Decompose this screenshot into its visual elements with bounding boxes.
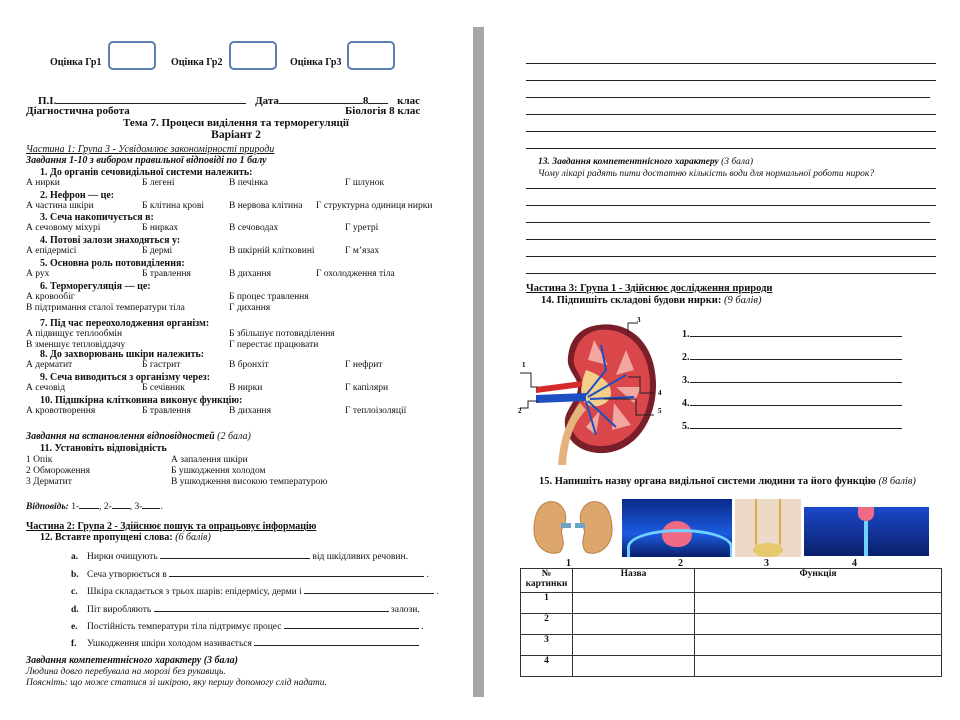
renal-artery <box>536 381 582 393</box>
question-3-option-3[interactable]: В сечоводах <box>229 223 279 233</box>
kidney-label-4: 4 <box>658 389 662 397</box>
matching-title-text: Завдання на встановлення відповідностей <box>26 431 215 442</box>
date-label: Дата <box>255 95 279 107</box>
answer-slot-3[interactable] <box>142 499 160 509</box>
question-6-option-3[interactable]: В підтримання сталої температури тіла <box>26 303 185 313</box>
answer-line[interactable] <box>526 63 936 64</box>
question-15-points: (8 балів) <box>878 476 916 487</box>
question-6: 6. Терморегуляція — це: <box>40 281 151 292</box>
kidney-answer-1 <box>682 327 902 340</box>
kidney-answer-4 <box>682 396 902 409</box>
kidney-answer-3 <box>682 373 902 386</box>
question-10-option-4[interactable]: Г теплоізоляції <box>345 406 407 416</box>
answer-line[interactable] <box>526 80 936 81</box>
image-number-4: 4 <box>852 558 857 569</box>
row-name-cell[interactable] <box>573 656 695 677</box>
fill-item-a <box>71 549 408 563</box>
question-5-option-4[interactable]: Г охолодження тіла <box>316 269 395 279</box>
question-8-option-1[interactable]: А дерматит <box>26 360 73 370</box>
question-4-option-4[interactable]: Г м’язах <box>345 246 380 256</box>
fill-item-c <box>71 584 439 598</box>
kidney-answer-field[interactable] <box>690 396 902 406</box>
question-5-option-1[interactable]: А рух <box>26 269 50 279</box>
matching-left-2: 2 Обмороження <box>26 466 90 476</box>
row-name-cell[interactable] <box>573 614 695 635</box>
question-10: 10. Підшкірна клітковина виконує функцію: <box>40 395 243 406</box>
answer-line[interactable] <box>526 256 936 257</box>
question-12-points: (6 балів) <box>175 532 211 543</box>
kidney-answer-field[interactable] <box>690 419 902 429</box>
answer-slot-2[interactable] <box>112 499 130 509</box>
row-image-number: 1 <box>521 593 573 614</box>
class-letter-field[interactable] <box>368 94 388 104</box>
work-type: Діагностична робота <box>26 105 130 117</box>
question-3-option-2[interactable]: Б нирках <box>142 223 179 233</box>
question-4-option-3[interactable]: В шкірній клітковині <box>229 246 315 256</box>
competence-line-2: Поясніть: що може статися зі шкірою, яку першу допомогу слід надати. <box>26 678 327 688</box>
question-13-title-text: 13. Завдання компетентнісного характеру <box>538 157 719 167</box>
fill-item-blank[interactable] <box>304 584 434 594</box>
row-function-cell[interactable] <box>695 635 942 656</box>
question-3: 3. Сеча накопичується в: <box>40 212 154 223</box>
grade-label-3: Оцінка Гр3 <box>290 57 342 68</box>
organ-image-4-urethra <box>804 507 929 556</box>
class-label: клас <box>397 95 421 107</box>
fill-item-b <box>71 567 429 581</box>
row-name-cell[interactable] <box>573 635 695 656</box>
fill-item-before: Ушкодження шкіри холодом називається <box>87 639 252 649</box>
fill-item-before: Піт виробляють <box>87 605 152 615</box>
row-function-cell[interactable] <box>695 656 942 677</box>
kidney-diagram <box>516 315 671 465</box>
topic-title: Тема 7. Процеси виділення та терморегуляції <box>123 117 349 129</box>
fill-item-blank[interactable] <box>169 567 424 577</box>
kidney-answer-number: 1. <box>682 329 690 340</box>
question-14-points: (9 балів) <box>723 295 762 306</box>
table-row <box>521 593 942 614</box>
matching-points: (2 бала) <box>217 431 251 442</box>
answer-line[interactable] <box>526 205 936 206</box>
question-1-option-2[interactable]: Б легені <box>142 178 175 188</box>
question-2-option-2[interactable]: Б клітина крові <box>142 201 204 211</box>
question-3-option-4[interactable]: Г уретрі <box>345 223 379 233</box>
question-4: 4. Потові залози знаходяться у: <box>40 235 181 246</box>
subject: Біологія 8 клас <box>345 105 421 117</box>
question-14 <box>541 295 761 306</box>
answer-line[interactable] <box>526 273 936 274</box>
answer-line[interactable] <box>526 239 936 240</box>
fill-item-after: залози. <box>391 605 420 615</box>
question-4-option-2[interactable]: Б дермі <box>142 246 173 256</box>
competence-title: Завдання компетентнісного характеру (3 бала) <box>26 655 239 666</box>
kidney-answer-number: 2. <box>682 352 690 363</box>
question-7-option-3[interactable]: В зменшує тепловіддачу <box>26 340 126 350</box>
question-6-option-1[interactable]: А кровообіг <box>26 292 75 302</box>
kidney-answer-field[interactable] <box>690 350 902 360</box>
grade-box-3[interactable] <box>347 41 395 70</box>
grade-label-2: Оцінка Гр2 <box>171 57 223 68</box>
organ-image-1-kidneys <box>528 497 618 557</box>
fill-item-letter: e. <box>71 622 78 632</box>
kidney-label-5: 5 <box>658 407 662 415</box>
kidney-answer-number: 5. <box>682 421 690 432</box>
header-image-number: № картинки <box>521 569 573 593</box>
part1-subtitle: Завдання 1-10 з вибором правильної відповіді по 1 балу <box>26 155 267 166</box>
question-10-option-2[interactable]: Б травлення <box>142 406 191 416</box>
question-2-option-1[interactable]: А частина шкіри <box>26 201 94 211</box>
fill-item-f <box>71 636 419 650</box>
fill-item-before: Шкіра складається з трьох шарів: епідермісу, дерми і <box>87 587 302 597</box>
organ-image-3-ureters <box>735 499 801 557</box>
organ-image-2-bladder <box>622 499 732 557</box>
fill-item-letter: d. <box>71 605 79 615</box>
part1-title: Частина 1: Група 3 - Усвідомлює закономірності природи <box>26 144 275 155</box>
fill-item-d <box>71 602 420 616</box>
image-number-2: 2 <box>678 558 683 569</box>
question-9-option-1[interactable]: А сечовід <box>26 383 66 393</box>
fill-item-before: Постійність температури тіла підтримує процес <box>87 622 282 632</box>
fill-item-blank[interactable] <box>284 619 419 629</box>
organs-table <box>520 568 942 677</box>
variant-title: Варіант 2 <box>211 129 261 141</box>
answer-label: Відповідь: <box>26 502 69 512</box>
question-2-option-3[interactable]: В нервова клітина <box>229 201 303 211</box>
answer-line[interactable] <box>526 97 930 98</box>
question-7-option-4[interactable]: Г перестає працювати <box>229 340 319 350</box>
kidney-answer-number: 4. <box>682 398 690 409</box>
row-image-number: 2 <box>521 614 573 635</box>
question-11: 11. Установіть відповідність <box>40 443 167 454</box>
fill-item-before: Нирки очищують <box>87 552 158 562</box>
question-7-option-1[interactable]: А підвищує теплообмін <box>26 329 123 339</box>
question-1-option-3[interactable]: В печінка <box>229 178 268 188</box>
fill-item-after: . <box>436 587 439 597</box>
answer-line[interactable] <box>526 114 936 115</box>
question-15-text: 15. Напишіть назву органа видільної системи людини та його функцію <box>539 476 876 487</box>
header-name: Назва <box>573 569 695 593</box>
page-divider <box>473 27 484 697</box>
fill-item-letter: b. <box>71 570 79 580</box>
date-field[interactable] <box>279 94 363 104</box>
matching-right-c: В ушкодження високою температурою <box>171 477 328 487</box>
table-row <box>521 635 942 656</box>
row-function-cell[interactable] <box>695 614 942 635</box>
matching-left-3: 3 Дерматит <box>26 477 72 487</box>
answer-slot-1[interactable] <box>79 499 99 509</box>
question-8-option-2[interactable]: Б гастрит <box>142 360 181 370</box>
image-number-3: 3 <box>764 558 769 569</box>
question-13-text: Чому лікарі радять пити достатню кількість води для нормальної роботи нирок? <box>538 169 875 179</box>
question-10-option-3[interactable]: В дихання <box>229 406 272 416</box>
class-number: 8 <box>362 95 369 107</box>
kidney-answer-field[interactable] <box>690 327 902 337</box>
answer-slot-3-label: 3- <box>134 502 143 512</box>
question-12-text: 12. Вставте пропущені слова: <box>40 532 173 543</box>
row-image-number: 4 <box>521 656 573 677</box>
name-field[interactable] <box>56 94 246 104</box>
fill-item-letter: a. <box>71 552 79 562</box>
table-row <box>521 656 942 677</box>
matching-left-1: 1 Опік <box>26 455 53 465</box>
question-9: 9. Сеча виводиться з організму через: <box>40 372 211 383</box>
question-14-text: 14. Підпишіть складові будови нирки: <box>541 295 722 306</box>
fill-item-after: . <box>426 570 429 580</box>
question-2-option-4[interactable]: Г структурна одиниця нирки <box>316 201 433 211</box>
fill-item-before: Сеча утворюється в <box>87 570 167 580</box>
question-15 <box>539 476 916 487</box>
answer-slot-2-label: 2- <box>103 502 112 512</box>
kidney-answer-2 <box>682 350 902 363</box>
part2-title: Частина 2: Група 2 - Здійснює пошук та опрацьовує інформацію <box>26 521 317 532</box>
question-1-option-1[interactable]: А нирки <box>26 178 60 188</box>
question-6-option-4[interactable]: Г дихання <box>229 303 271 313</box>
question-9-option-4[interactable]: Г капіляри <box>345 383 389 393</box>
table-row <box>521 614 942 635</box>
part3-title: Частина 3: Група 1 - Здійснює дослідження природи <box>526 283 773 294</box>
header-function: Функція <box>695 569 942 593</box>
matching-right-a: А запалення шкіри <box>171 455 248 465</box>
row-function-cell[interactable] <box>695 593 942 614</box>
question-5-option-3[interactable]: В дихання <box>229 269 272 279</box>
question-3-option-1[interactable]: А сечовому міхурі <box>26 223 101 233</box>
question-12 <box>40 532 211 543</box>
kidney-answer-number: 3. <box>682 375 690 386</box>
row-image-number: 3 <box>521 635 573 656</box>
fill-item-blank[interactable] <box>154 602 389 612</box>
organs-table-body <box>521 593 942 677</box>
question-13-points: (3 бала) <box>721 157 754 167</box>
document-page-left <box>0 0 472 720</box>
answer-line[interactable] <box>526 222 930 223</box>
answer-line[interactable] <box>526 188 936 189</box>
kidney-answer-5 <box>682 419 902 432</box>
fill-item-after: . <box>421 622 424 632</box>
question-8-option-4[interactable]: Г нефрит <box>345 360 383 370</box>
image-number-1: 1 <box>566 558 571 569</box>
grade-label-1: Оцінка Гр1 <box>50 57 102 68</box>
fill-item-blank[interactable] <box>254 636 419 646</box>
name-label: П.І. <box>38 95 57 107</box>
grade-box-2[interactable] <box>229 41 277 70</box>
question-8-option-3[interactable]: В бронхіт <box>229 360 269 370</box>
question-7: 7. Під час переохолодження організм: <box>40 318 210 329</box>
matching-title <box>26 431 251 442</box>
kidney-label-3: 3 <box>637 316 641 324</box>
question-9-option-2[interactable]: Б сечівник <box>142 383 185 393</box>
answer-line[interactable] <box>526 148 936 149</box>
question-6-option-2[interactable]: Б процес травлення <box>229 292 309 302</box>
question-13-title <box>538 157 753 168</box>
question-4-option-1[interactable]: А епідермісі <box>26 246 77 256</box>
question-5-option-2[interactable]: Б травлення <box>142 269 191 279</box>
fill-item-letter: f. <box>71 639 77 649</box>
question-5: 5. Основна роль потовиділення: <box>40 258 185 269</box>
matching-answer-row: Відповідь: 1- , 2- , 3- . <box>26 499 163 513</box>
kidney-label-2: 2 <box>518 407 522 415</box>
fill-item-blank[interactable] <box>160 549 310 559</box>
fill-item-e <box>71 619 424 633</box>
question-10-option-1[interactable]: А кровотворення <box>26 406 96 416</box>
matching-right-b: Б ушкодження холодом <box>171 466 266 476</box>
question-1-option-4[interactable]: Г шлунок <box>345 178 385 188</box>
fill-item-after: від шкідливих речовин. <box>312 552 408 562</box>
question-8: 8. До захворювань шкіри належить: <box>40 349 205 360</box>
kidney-answer-field[interactable] <box>690 373 902 383</box>
competence-line-1: Людина довго перебувала на морозі без рукавиць. <box>26 667 226 677</box>
fill-item-letter: c. <box>71 587 78 597</box>
question-7-option-2[interactable]: Б збільшує потовиділення <box>229 329 335 339</box>
kidney-label-1: 1 <box>522 361 526 369</box>
answer-line[interactable] <box>526 131 936 132</box>
grade-box-1[interactable] <box>108 41 156 70</box>
answer-slot-1-label: 1- <box>71 502 80 512</box>
question-9-option-3[interactable]: В нирки <box>229 383 263 393</box>
table-header-row <box>521 569 942 593</box>
question-1: 1. До органів сечовидільної системи належить: <box>40 167 253 178</box>
row-name-cell[interactable] <box>573 593 695 614</box>
document-page-right <box>486 0 960 720</box>
question-2: 2. Нефрон — це: <box>40 190 115 201</box>
